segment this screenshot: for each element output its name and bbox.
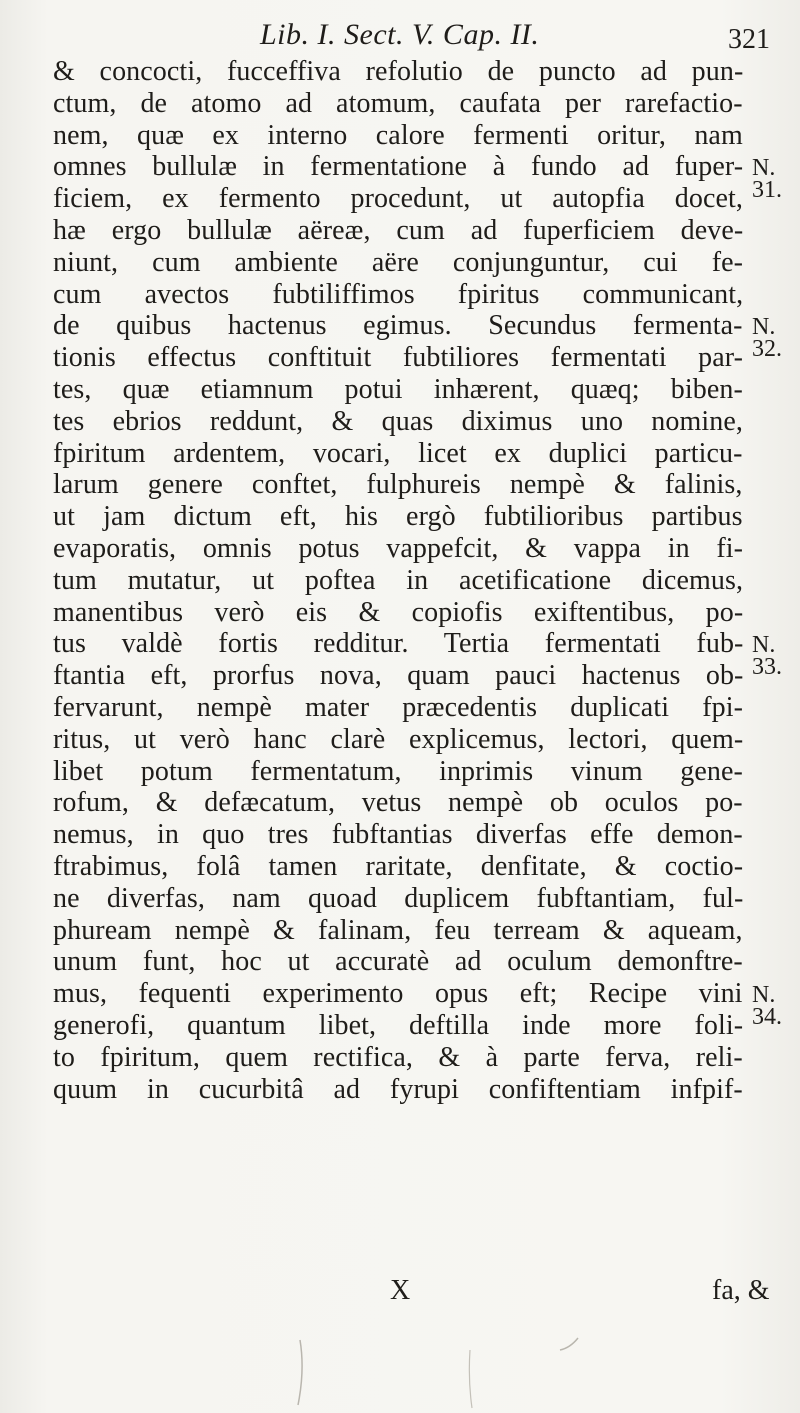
text-line: tum mutatur, ut poftea in acetificatione dicemus,: [53, 564, 743, 596]
text-line: evaporatis, omnis potus vappefcit, & vappa in fi-: [53, 532, 743, 564]
margin-note: N. 34.: [752, 982, 782, 1031]
text-line: & concocti, fucceffiva refolutio de puncto ad pun-: [53, 56, 743, 87]
text-line: larum genere conftet, fulphureis nempè & falinis,: [53, 469, 743, 501]
text-line: ritus, ut verò hanc clarè explicemus, lectori, quem-: [53, 723, 743, 755]
text-line: ficiem, ex fermento procedunt, ut autopfia docet,: [53, 183, 743, 215]
text-line: niunt, cum ambiente aëre conjunguntur, cui fe-: [53, 246, 743, 278]
text-line: generofi, quantum libet, deftilla inde more foli-: [53, 1009, 743, 1041]
text-line: tionis effectus conftituit fubtiliores fermentati par-: [53, 342, 743, 374]
text-line: hæ ergo bullulæ aëreæ, cum ad fuperficiem deve-: [53, 214, 743, 246]
text-line: ctum, de atomo ad atomum, caufata per rarefactio-: [53, 87, 743, 119]
running-head: Lib. I. Sect. V. Cap. II.: [260, 18, 540, 51]
text-line: nem, quæ ex interno calore fermenti oritur, nam: [53, 119, 743, 151]
text-line: quum in cucurbitâ ad fyrupi confiftentiam infpif-: [53, 1073, 743, 1105]
margin-note: N. 32.: [752, 314, 782, 363]
margin-note: N. 31.: [752, 155, 782, 204]
text-line: ut jam dictum eft, his ergò fubtilioribus partibus: [53, 501, 743, 533]
signature-mark: X: [390, 1275, 411, 1306]
text-line: libet potum fermentatum, inprimis vinum gene-: [53, 755, 743, 787]
text-line: phuream nempè & falinam, feu terream & aqueam,: [53, 914, 743, 946]
paper-stain: [0, 1330, 800, 1413]
text-line: to fpiritum, quem rectifica, & à parte ferva, reli-: [53, 1041, 743, 1073]
text-line: ftrabimus, folâ tamen raritate, denfitate, & coctio-: [53, 850, 743, 882]
margin-note: N. 33.: [752, 632, 782, 681]
text-line: fervarunt, nempè mater præcedentis duplicati fpi-: [53, 691, 743, 723]
text-line: fpiritum ardentem, vocari, licet ex duplici particu-: [53, 437, 743, 469]
page-number: 321: [728, 24, 770, 55]
text-line: tes ebrios reddunt, & quas diximus uno nomine,: [53, 405, 743, 437]
text-line: nemus, in quo tres fubftantias diverfas effe demon-: [53, 819, 743, 851]
text-line: unum funt, hoc ut accuratè ad oculum demonftre-: [53, 946, 743, 978]
text-line: ftantia eft, prorfus nova, quam pauci hactenus ob-: [53, 660, 743, 692]
page-header: [0, 18, 800, 58]
page-footer: [0, 1275, 800, 1315]
body-text: [53, 56, 743, 1105]
text-line: de quibus hactenus egimus. Secundus fermenta-: [53, 310, 743, 342]
text-line: tus valdè fortis redditur. Tertia fermentati fub-: [53, 628, 743, 660]
text-line: ne diverfas, nam quoad duplicem fubftantiam, ful-: [53, 882, 743, 914]
text-line: tes, quæ etiamnum potui inhærent, quæq; biben-: [53, 373, 743, 405]
text-line: rofum, & defæcatum, vetus nempè ob oculos po-: [53, 787, 743, 819]
text-line: omnes bullulæ in fermentatione à fundo ad fuper-: [53, 151, 743, 183]
catchword: fa, &: [712, 1275, 770, 1306]
text-line: mus, fequenti experimento opus eft; Recipe vini: [53, 978, 743, 1010]
text-line: manentibus verò eis & copiofis exiftentibus, po-: [53, 596, 743, 628]
text-line: cum avectos fubtiliffimos fpiritus communicant,: [53, 278, 743, 310]
